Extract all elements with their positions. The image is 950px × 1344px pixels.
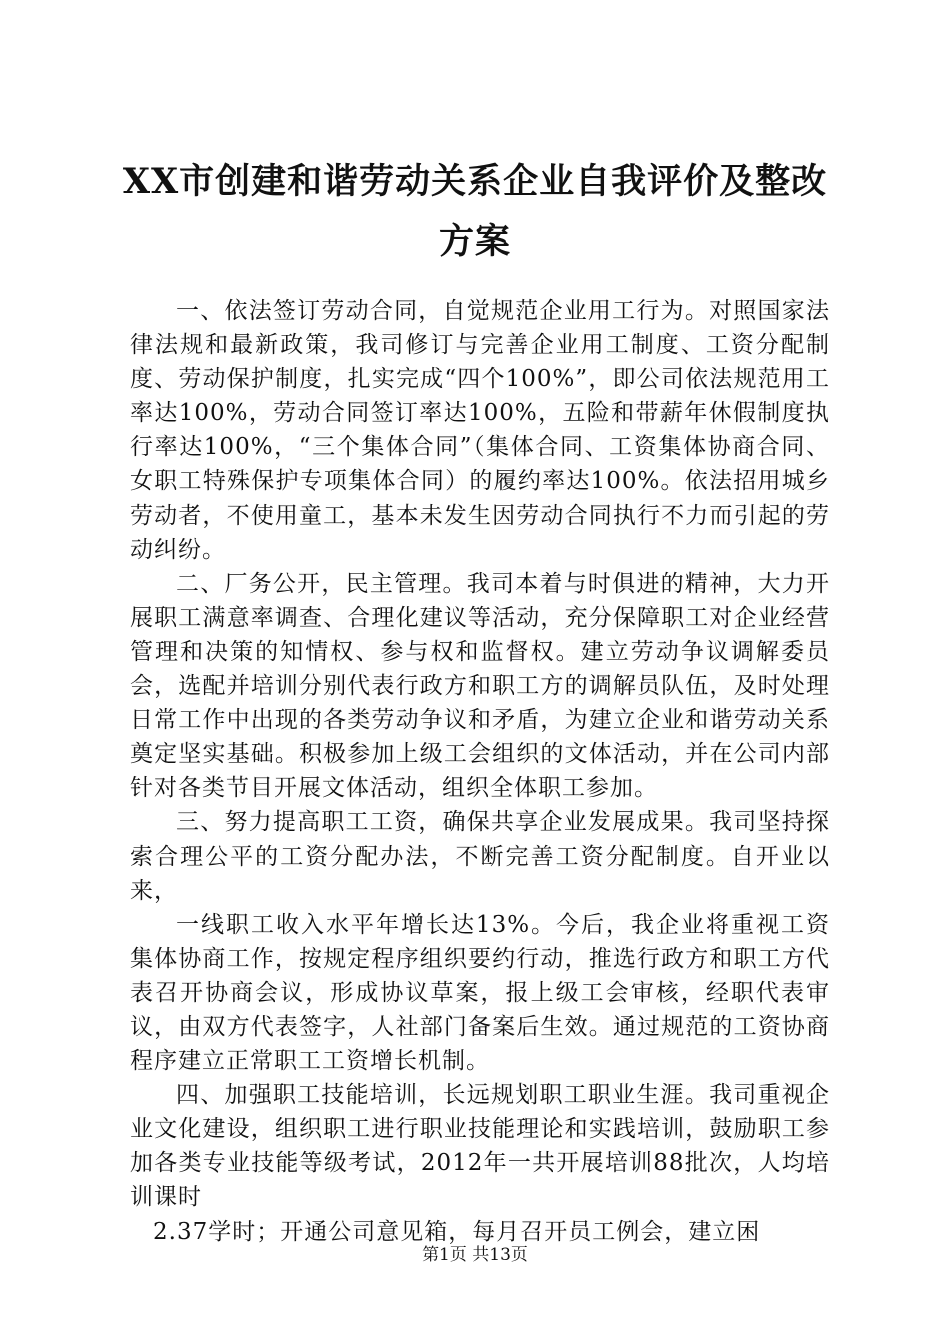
paragraph-1: 一、依法签订劳动合同，自觉规范企业用工行为。对照国家法律法规和最新政策，我司修订与完善企业用工制度、工资分配制度、劳动保护制度，扎实完成“四个100%”，即公司依法规范用工率达100%，劳动合同签订率达100%，五险和带薪年休假制度执行率达100%，“三个集体合同”（集体合同、工资集体协商合同、女职工特殊保护专项集体合同）的履约率达100%。依法招用城乡劳动者，不使用童工，基本未发生因劳动合同执行不力而引起的劳动纠纷。 [130, 298, 830, 563]
paragraph-5: 四、加强职工技能培训，长远规划职工职业生涯。我司重视企业文化建设，组织职工进行职业技能理论和实践培训，鼓励职工参加各类专业技能等级考试，2012年一共开展培训88批次，人均培训课时 [130, 1082, 830, 1211]
document-title-line-1: XX市创建和谐劳动关系企业自我评价及整改 [122, 161, 828, 202]
paragraph-3: 三、努力提高职工工资，确保共享企业发展成果。我司坚持探索合理公平的工资分配办法，不断完善工资分配制度。自开业以来， [130, 809, 830, 904]
paragraph-4: 一线职工收入水平年增长达13%。今后，我企业将重视工资集体协商工作，按规定程序组织要约行动，推选行政方和职工方代表召开协商会议，形成协议草案，报上级工会审核，经职代表审议，由双方代表签字，人社部门备案后生效。通过规范的工资协商程序建立正常职工工资增长机制。 [130, 911, 830, 1075]
paragraph-6: 2.37学时；开通公司意见箱，每月召开员工例会，建立困 [153, 1218, 761, 1245]
paragraph-2: 二、厂务公开，民主管理。我司本着与时俱进的精神，大力开展职工满意率调查、合理化建议等活动，充分保障职工对企业经营管理和决策的知情权、参与权和监督权。建立劳动争议调解委员会，选配并培训分别代表行政方和职工方的调解员队伍，及时处理日常工作中出现的各类劳动争议和矛盾，为建立企业和谐劳动关系奠定坚实基础。积极参加上级工会组织的文体活动，并在公司内部针对各类节目开展文体活动，组织全体职工参加。 [130, 570, 830, 802]
document-title-line-2: 方案 [438, 221, 511, 262]
page-footer: 第1页 共13页 [422, 1245, 528, 1265]
document-body [130, 294, 830, 1249]
